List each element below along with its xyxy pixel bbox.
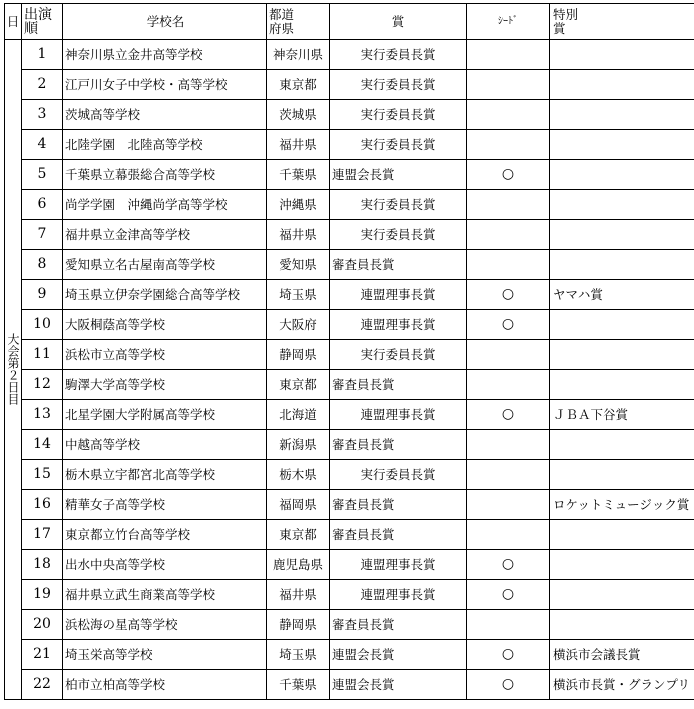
special-award — [550, 520, 694, 550]
order-number: 7 — [22, 220, 63, 250]
prefecture: 福井県 — [267, 220, 330, 250]
order-number: 12 — [22, 370, 63, 400]
prefecture: 愛知県 — [267, 250, 330, 280]
award: 連盟理事長賞 — [330, 550, 467, 580]
table-row — [5, 490, 694, 520]
day-label: 大会第２日目 — [6, 332, 20, 405]
seed-mark: ○ — [467, 310, 550, 340]
prefecture: 茨城県 — [267, 100, 330, 130]
prefecture: 栃木県 — [267, 460, 330, 490]
table-row — [5, 190, 694, 220]
special-award — [550, 460, 694, 490]
prefecture: 新潟県 — [267, 430, 330, 460]
award: 連盟理事長賞 — [330, 580, 467, 610]
header-special-line1: 特別 — [553, 6, 579, 22]
seed-mark: ○ — [467, 160, 550, 190]
special-award — [550, 250, 694, 280]
award: 連盟会長賞 — [330, 670, 467, 700]
seed-mark — [467, 610, 550, 640]
prefecture: 北海道 — [267, 400, 330, 430]
header-special — [550, 4, 694, 40]
header-order-line1: 出演 — [24, 6, 52, 23]
prefecture: 千葉県 — [267, 160, 330, 190]
order-number: 22 — [22, 670, 63, 700]
school-name: 出水中央高等学校 — [63, 550, 267, 580]
order-number: 11 — [22, 340, 63, 370]
special-award — [550, 190, 694, 220]
table-row — [5, 70, 694, 100]
day-cell — [5, 40, 22, 700]
order-number: 18 — [22, 550, 63, 580]
prefecture: 福井県 — [267, 580, 330, 610]
table-row — [5, 250, 694, 280]
award: 実行委員長賞 — [330, 70, 467, 100]
school-name: 中越高等学校 — [63, 430, 267, 460]
school-name: 埼玉県立伊奈学園総合高等学校 — [63, 280, 267, 310]
seed-mark — [467, 460, 550, 490]
seed-mark — [467, 520, 550, 550]
table-row — [5, 40, 694, 70]
special-award: ヤマハ賞 — [550, 280, 694, 310]
seed-mark — [467, 430, 550, 460]
results-table — [4, 3, 694, 700]
school-name: 福井県立武生商業高等学校 — [63, 580, 267, 610]
prefecture: 福岡県 — [267, 490, 330, 520]
special-award: 横浜市長賞・グランプリ — [550, 670, 694, 700]
award: 審査員長賞 — [330, 250, 467, 280]
school-name: 精華女子高等学校 — [63, 490, 267, 520]
school-name: 大阪桐蔭高等学校 — [63, 310, 267, 340]
header-order — [22, 4, 63, 40]
special-award — [550, 160, 694, 190]
award: 審査員長賞 — [330, 370, 467, 400]
school-name: 茨城高等学校 — [63, 100, 267, 130]
award: 実行委員長賞 — [330, 130, 467, 160]
prefecture: 東京都 — [267, 70, 330, 100]
school-name: 浜松市立高等学校 — [63, 340, 267, 370]
school-name: 神奈川県立金井高等学校 — [63, 40, 267, 70]
table-row — [5, 280, 694, 310]
school-name: 愛知県立名古屋南高等学校 — [63, 250, 267, 280]
award: 連盟理事長賞 — [330, 400, 467, 430]
order-number: 5 — [22, 160, 63, 190]
seed-mark: ○ — [467, 670, 550, 700]
award: 実行委員長賞 — [330, 190, 467, 220]
seed-mark — [467, 250, 550, 280]
school-name: 尚学学園 沖縄尚学高等学校 — [63, 190, 267, 220]
table-body — [5, 40, 694, 700]
order-number: 6 — [22, 190, 63, 220]
special-award — [550, 430, 694, 460]
header-award: 賞 — [330, 4, 467, 40]
seed-mark — [467, 340, 550, 370]
table-row — [5, 550, 694, 580]
award: 審査員長賞 — [330, 490, 467, 520]
seed-mark: ○ — [467, 280, 550, 310]
special-award — [550, 610, 694, 640]
table-row — [5, 340, 694, 370]
seed-mark — [467, 190, 550, 220]
prefecture: 鹿児島県 — [267, 550, 330, 580]
order-number: 9 — [22, 280, 63, 310]
school-name: 江戸川女子中学校・高等学校 — [63, 70, 267, 100]
award: 実行委員長賞 — [330, 40, 467, 70]
seed-mark: ○ — [467, 550, 550, 580]
order-number: 13 — [22, 400, 63, 430]
table-row — [5, 370, 694, 400]
seed-mark — [467, 490, 550, 520]
special-award — [550, 580, 694, 610]
special-award: ロケットミュージック賞 — [550, 490, 694, 520]
header-seed: ｼｰﾄﾞ — [467, 4, 550, 40]
special-award — [550, 550, 694, 580]
special-award — [550, 100, 694, 130]
seed-mark: ○ — [467, 640, 550, 670]
award: 連盟理事長賞 — [330, 310, 467, 340]
seed-mark — [467, 100, 550, 130]
table-row — [5, 160, 694, 190]
table-row — [5, 670, 694, 700]
header-special-line2: 賞 — [553, 20, 566, 36]
order-number: 4 — [22, 130, 63, 160]
award: 連盟理事長賞 — [330, 280, 467, 310]
special-award — [550, 130, 694, 160]
prefecture: 神奈川県 — [267, 40, 330, 70]
school-name: 千葉県立幕張総合高等学校 — [63, 160, 267, 190]
order-number: 15 — [22, 460, 63, 490]
table-row — [5, 610, 694, 640]
school-name: 埼玉栄高等学校 — [63, 640, 267, 670]
seed-mark: ○ — [467, 400, 550, 430]
header-pref-line2: 府県 — [269, 20, 295, 36]
table-row — [5, 400, 694, 430]
award: 審査員長賞 — [330, 430, 467, 460]
special-award — [550, 370, 694, 400]
table-row — [5, 220, 694, 250]
award: 実行委員長賞 — [330, 100, 467, 130]
special-award — [550, 310, 694, 340]
table-row — [5, 520, 694, 550]
seed-mark — [467, 70, 550, 100]
header-prefecture — [267, 4, 330, 40]
order-number: 8 — [22, 250, 63, 280]
header-order-line2: 順 — [24, 20, 38, 37]
special-award: 横浜市会議長賞 — [550, 640, 694, 670]
special-award — [550, 220, 694, 250]
prefecture: 東京都 — [267, 370, 330, 400]
table-row — [5, 640, 694, 670]
table-row — [5, 310, 694, 340]
prefecture: 大阪府 — [267, 310, 330, 340]
special-award — [550, 40, 694, 70]
table-row — [5, 580, 694, 610]
special-award: ＪＢＡ下谷賞 — [550, 400, 694, 430]
table-row — [5, 430, 694, 460]
prefecture: 沖縄県 — [267, 190, 330, 220]
school-name: 浜松海の星高等学校 — [63, 610, 267, 640]
award: 連盟会長賞 — [330, 160, 467, 190]
seed-mark — [467, 130, 550, 160]
award: 審査員長賞 — [330, 610, 467, 640]
school-name: 北星学園大学附属高等学校 — [63, 400, 267, 430]
header-row — [5, 4, 694, 40]
award: 実行委員長賞 — [330, 220, 467, 250]
header-school: 学校名 — [63, 4, 267, 40]
seed-mark — [467, 40, 550, 70]
special-award — [550, 70, 694, 100]
header-pref-line1: 都道 — [269, 6, 295, 22]
seed-mark — [467, 370, 550, 400]
prefecture: 静岡県 — [267, 610, 330, 640]
order-number: 14 — [22, 430, 63, 460]
prefecture: 埼玉県 — [267, 640, 330, 670]
award: 連盟会長賞 — [330, 640, 467, 670]
school-name: 駒澤大学高等学校 — [63, 370, 267, 400]
order-number: 2 — [22, 70, 63, 100]
prefecture: 静岡県 — [267, 340, 330, 370]
order-number: 1 — [22, 40, 63, 70]
order-number: 20 — [22, 610, 63, 640]
school-name: 北陸学園 北陸高等学校 — [63, 130, 267, 160]
order-number: 3 — [22, 100, 63, 130]
award: 実行委員長賞 — [330, 340, 467, 370]
prefecture: 埼玉県 — [267, 280, 330, 310]
order-number: 16 — [22, 490, 63, 520]
order-number: 21 — [22, 640, 63, 670]
award: 実行委員長賞 — [330, 460, 467, 490]
school-name: 栃木県立宇都宮北高等学校 — [63, 460, 267, 490]
order-number: 17 — [22, 520, 63, 550]
school-name: 福井県立金津高等学校 — [63, 220, 267, 250]
prefecture: 千葉県 — [267, 670, 330, 700]
table-row — [5, 460, 694, 490]
school-name: 東京都立竹台高等学校 — [63, 520, 267, 550]
award: 審査員長賞 — [330, 520, 467, 550]
order-number: 10 — [22, 310, 63, 340]
special-award — [550, 340, 694, 370]
seed-mark: ○ — [467, 580, 550, 610]
table-row — [5, 100, 694, 130]
header-day: 日 — [5, 4, 22, 40]
prefecture: 東京都 — [267, 520, 330, 550]
order-number: 19 — [22, 580, 63, 610]
table-row — [5, 130, 694, 160]
prefecture: 福井県 — [267, 130, 330, 160]
seed-mark — [467, 220, 550, 250]
school-name: 柏市立柏高等学校 — [63, 670, 267, 700]
